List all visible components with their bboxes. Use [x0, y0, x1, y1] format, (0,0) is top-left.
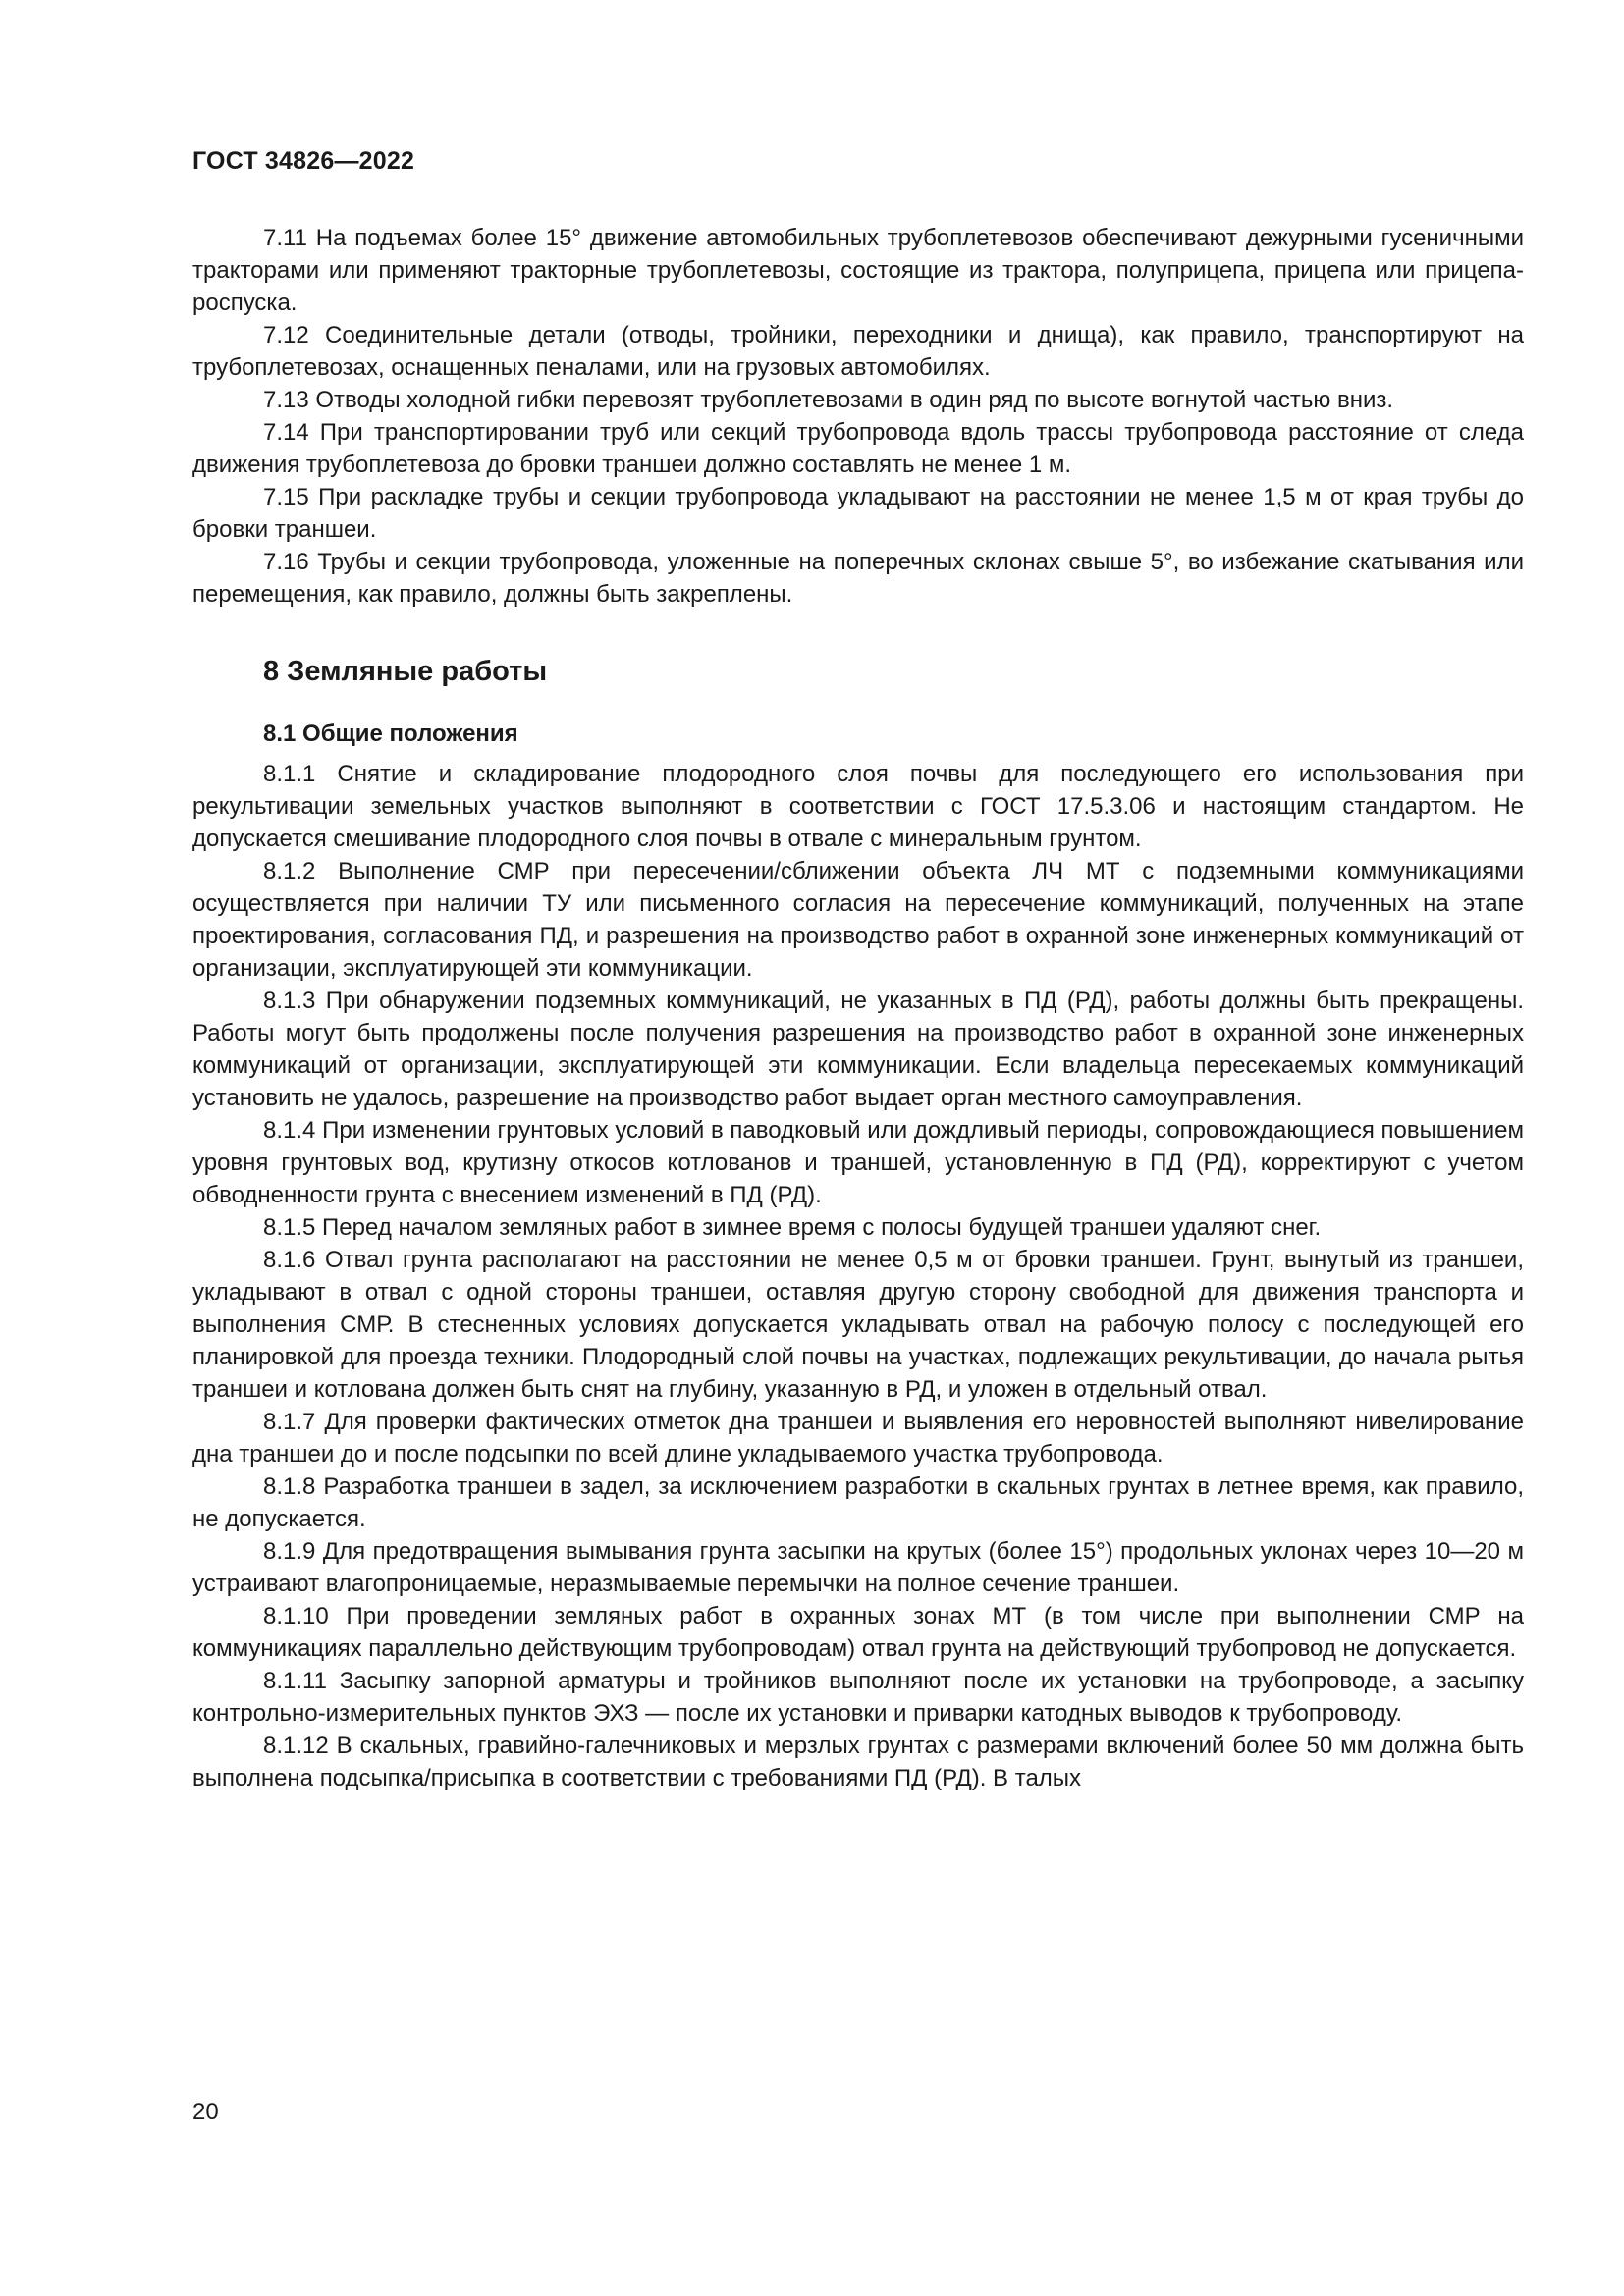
page-number: 20: [192, 2099, 219, 2125]
paragraph-8-1-6: 8.1.6 Отвал грунта располагают на расстоянии не менее 0,5 м от бровки траншеи. Грунт, вынутый из траншеи, укладывают в отвал с одной стороны траншеи, оставляя другую сторону свободной для движения транспорта и выполнения СМР. В стесненных условиях допускается укладывать отвал на рабочую полосу с последующей его планировкой для проезда техники. Плодородный слой почвы на участках, подлежащих рекультивации, до начала рытья траншеи и котлована должен быть снят на глубину, указанную в РД, и уложен в отдельный отвал.: [192, 1247, 1524, 1403]
paragraph-7-12: 7.12 Соединительные детали (отводы, тройники, переходники и днища), как правило, транспортируют на трубоплетевозах, оснащенных пеналами, или на грузовых автомобилях.: [192, 322, 1524, 381]
paragraph-7-14: 7.14 При транспортировании труб или секций трубопровода вдоль трассы трубопровода расстояние от следа движения трубоплетевоза до бровки траншеи должно составлять не менее 1 м.: [192, 419, 1524, 478]
paragraph-8-1-8: 8.1.8 Разработка траншеи в задел, за исключением разработки в скальных грунтах в летнее время, как правило, не допускается.: [192, 1473, 1524, 1532]
paragraph-8-1-12: 8.1.12 В скальных, гравийно-галечниковых и мерзлых грунтах с размерами включений более 50 мм должна быть выполнена подсыпка/присыпка в соответствии с требованиями ПД (РД). В талых: [192, 1733, 1524, 1791]
subsection-title: 8.1 Общие положения: [263, 721, 518, 747]
paragraph-8-1-5: 8.1.5 Перед началом земляных работ в зимнее время с полосы будущей траншеи удаляют снег.: [263, 1214, 1322, 1241]
section-title: 8 Земляные работы: [263, 656, 548, 687]
paragraph-8-1-9: 8.1.9 Для предотвращения вымывания грунта засыпки на крутых (более 15°) продольных уклонах через 10—20 м устраивают влагопроницаемые, неразмываемые перемычки на полное сечение траншеи.: [192, 1538, 1524, 1597]
page-body: [192, 222, 1524, 1794]
paragraph-8-1-1: 8.1.1 Снятие и складирование плодородного слоя почвы для последующего его использования при рекультивации земельных участков выполняют в соответствии с ГОСТ 17.5.3.06 и настоящим стандартом. Не допускается смешивание плодородного слоя почвы в отвале с минеральным грунтом.: [192, 761, 1524, 852]
paragraph-8-1-3: 8.1.3 При обнаружении подземных коммуникаций, не указанных в ПД (РД), работы должны быть прекращены. Работы могут быть продолжены после получения разрешения на производство работ в охранной зоне инженерных коммуникаций от организации, эксплуатирующей эти коммуникации. Если владельца пересекаемых коммуникаций установить не удалось, разрешение на производство работ выдает орган местного самоуправления.: [192, 988, 1524, 1111]
paragraph-8-1-2: 8.1.2 Выполнение СМР при пересечении/сближении объекта ЛЧ МТ с подземными коммуникациями осуществляется при наличии ТУ или письменного согласия на пересечение коммуникаций, полученных на этапе проектирования, согласования ПД, и разрешения на производство работ в охранной зоне инженерных коммуникаций от организации, эксплуатирующей эти коммуникации.: [192, 858, 1524, 982]
paragraph-8-1-10: 8.1.10 При проведении земляных работ в охранных зонах МТ (в том числе при выполнении СМР на коммуникациях параллельно действующим трубопроводам) отвал грунта на действующий трубопровод не допускается.: [192, 1603, 1524, 1662]
paragraph-8-1-11: 8.1.11 Засыпку запорной арматуры и тройников выполняют после их установки на трубопроводе, а засыпку контрольно-измерительных пунктов ЭХЗ — после их установки и приварки катодных выводов к трубопроводу.: [192, 1668, 1524, 1727]
paragraph-7-13: 7.13 Отводы холодной гибки перевозят трубоплетевозами в один ряд по высоте вогнутой частью вниз.: [263, 387, 1394, 413]
paragraph-7-15: 7.15 При раскладке трубы и секции трубопровода укладывают на расстоянии не менее 1,5 м от края трубы до бровки траншеи.: [192, 484, 1524, 543]
paragraph-8-1-4: 8.1.4 При изменении грунтовых условий в паводковый или дождливый периоды, сопровождающиеся повышением уровня грунтовых вод, крутизну откосов котлованов и траншей, установленную в ПД (РД), корректируют с учетом обводненности грунта с внесением изменений в ПД (РД).: [192, 1117, 1524, 1208]
paragraph-7-16: 7.16 Трубы и секции трубопровода, уложенные на поперечных склонах свыше 5°, во избежание скатывания или перемещения, как правило, должны быть закреплены.: [192, 549, 1524, 608]
document-code-header: ГОСТ 34826—2022: [192, 147, 415, 175]
paragraph-8-1-7: 8.1.7 Для проверки фактических отметок дна траншеи и выявления его неровностей выполняют нивелирование дна траншеи до и после подсыпки по всей длине укладываемого участка трубопровода.: [192, 1409, 1524, 1468]
paragraph-7-11: 7.11 На подъемах более 15° движение автомобильных трубоплетевозов обеспечивают дежурными гусеничными тракторами или применяют тракторные трубоплетевозы, состоящие из трактора, полуприцепа, прицепа или прицепа-роспуска.: [192, 225, 1524, 316]
